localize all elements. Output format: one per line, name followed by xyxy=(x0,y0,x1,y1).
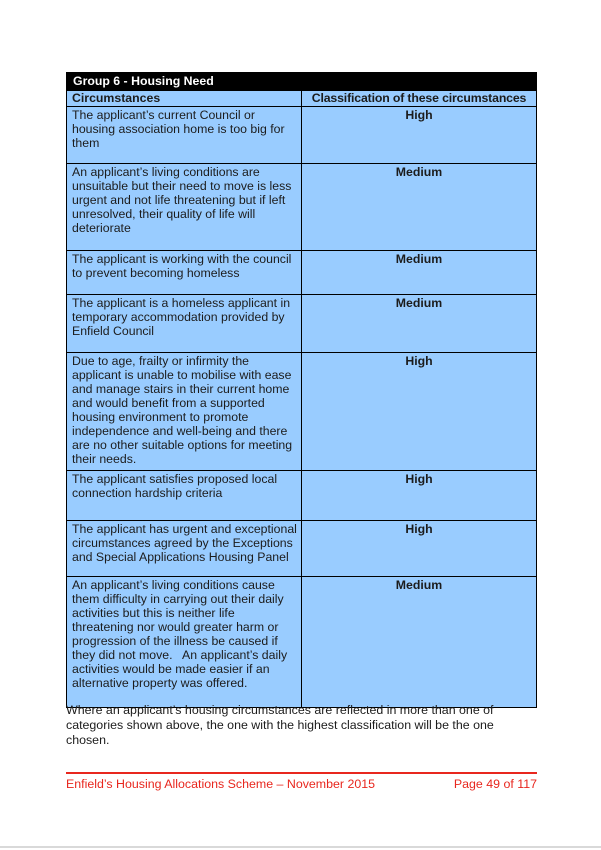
circumstance-cell: An applicant’s living conditions are unsuitable but their need to move is less urgent and not life threatening but if left unresolved, their quality of life will deteriorate xyxy=(67,164,302,251)
circumstance-cell: Due to age, frailty or infirmity the applicant is unable to mobilise with ease and manage stairs in their current home and would benefit from a supported housing environment to promote independence and well-being and there are no other suitable options for meeting their needs. xyxy=(67,353,302,471)
table-row xyxy=(67,295,537,353)
classification-cell: Medium xyxy=(302,251,537,295)
footer-page-number: Page 49 of 117 xyxy=(453,777,537,791)
circumstance-cell: The applicant is working with the council to prevent becoming homeless xyxy=(67,251,302,295)
circumstance-cell: The applicant has urgent and exceptional circumstances agreed by the Exceptions and Special Applications Housing Panel xyxy=(67,521,302,577)
footer-document-title: Enfield’s Housing Allocations Scheme – November 2015 xyxy=(66,777,376,791)
table-row xyxy=(67,353,537,471)
classification-cell: Medium xyxy=(302,577,537,708)
table-column-header-row xyxy=(67,91,537,107)
page-footer xyxy=(66,777,537,791)
column-header-classification: Classification of these circumstances xyxy=(302,91,537,107)
classification-cell: High xyxy=(302,107,537,164)
table-row xyxy=(67,471,537,521)
housing-need-table xyxy=(66,72,537,708)
table-group-title: Group 6 - Housing Need xyxy=(67,73,537,91)
column-header-circumstances: Circumstances xyxy=(67,91,302,107)
classification-cell: Medium xyxy=(302,295,537,353)
classification-cell: High xyxy=(302,353,537,471)
table-row xyxy=(67,107,537,164)
classification-cell: High xyxy=(302,521,537,577)
table-row xyxy=(67,577,537,708)
table-row xyxy=(67,521,537,577)
classification-cell: High xyxy=(302,471,537,521)
table-group-header-row xyxy=(67,73,537,91)
table-row xyxy=(67,251,537,295)
page-bottom-edge xyxy=(0,846,601,848)
circumstance-cell: An applicant’s living conditions cause them difficulty in carrying out their daily activities but this is neither life threatening nor would greater harm or progression of the illness be caused if they did not move. An applicant’s daily activities would be made easier if an alternative property was offered. xyxy=(67,577,302,708)
footer-rule xyxy=(66,772,537,774)
note-paragraph: Where an applicant’s housing circumstances are reflected in more than one of categories shown above, the one with the highest classification will be the one chosen. xyxy=(66,703,494,747)
table-row xyxy=(67,164,537,251)
circumstance-cell: The applicant is a homeless applicant in temporary accommodation provided by Enfield Council xyxy=(67,295,302,353)
circumstance-cell: The applicant’s current Council or housing association home is too big for them xyxy=(67,107,302,164)
circumstance-cell: The applicant satisfies proposed local connection hardship criteria xyxy=(67,471,302,521)
classification-cell: Medium xyxy=(302,164,537,251)
